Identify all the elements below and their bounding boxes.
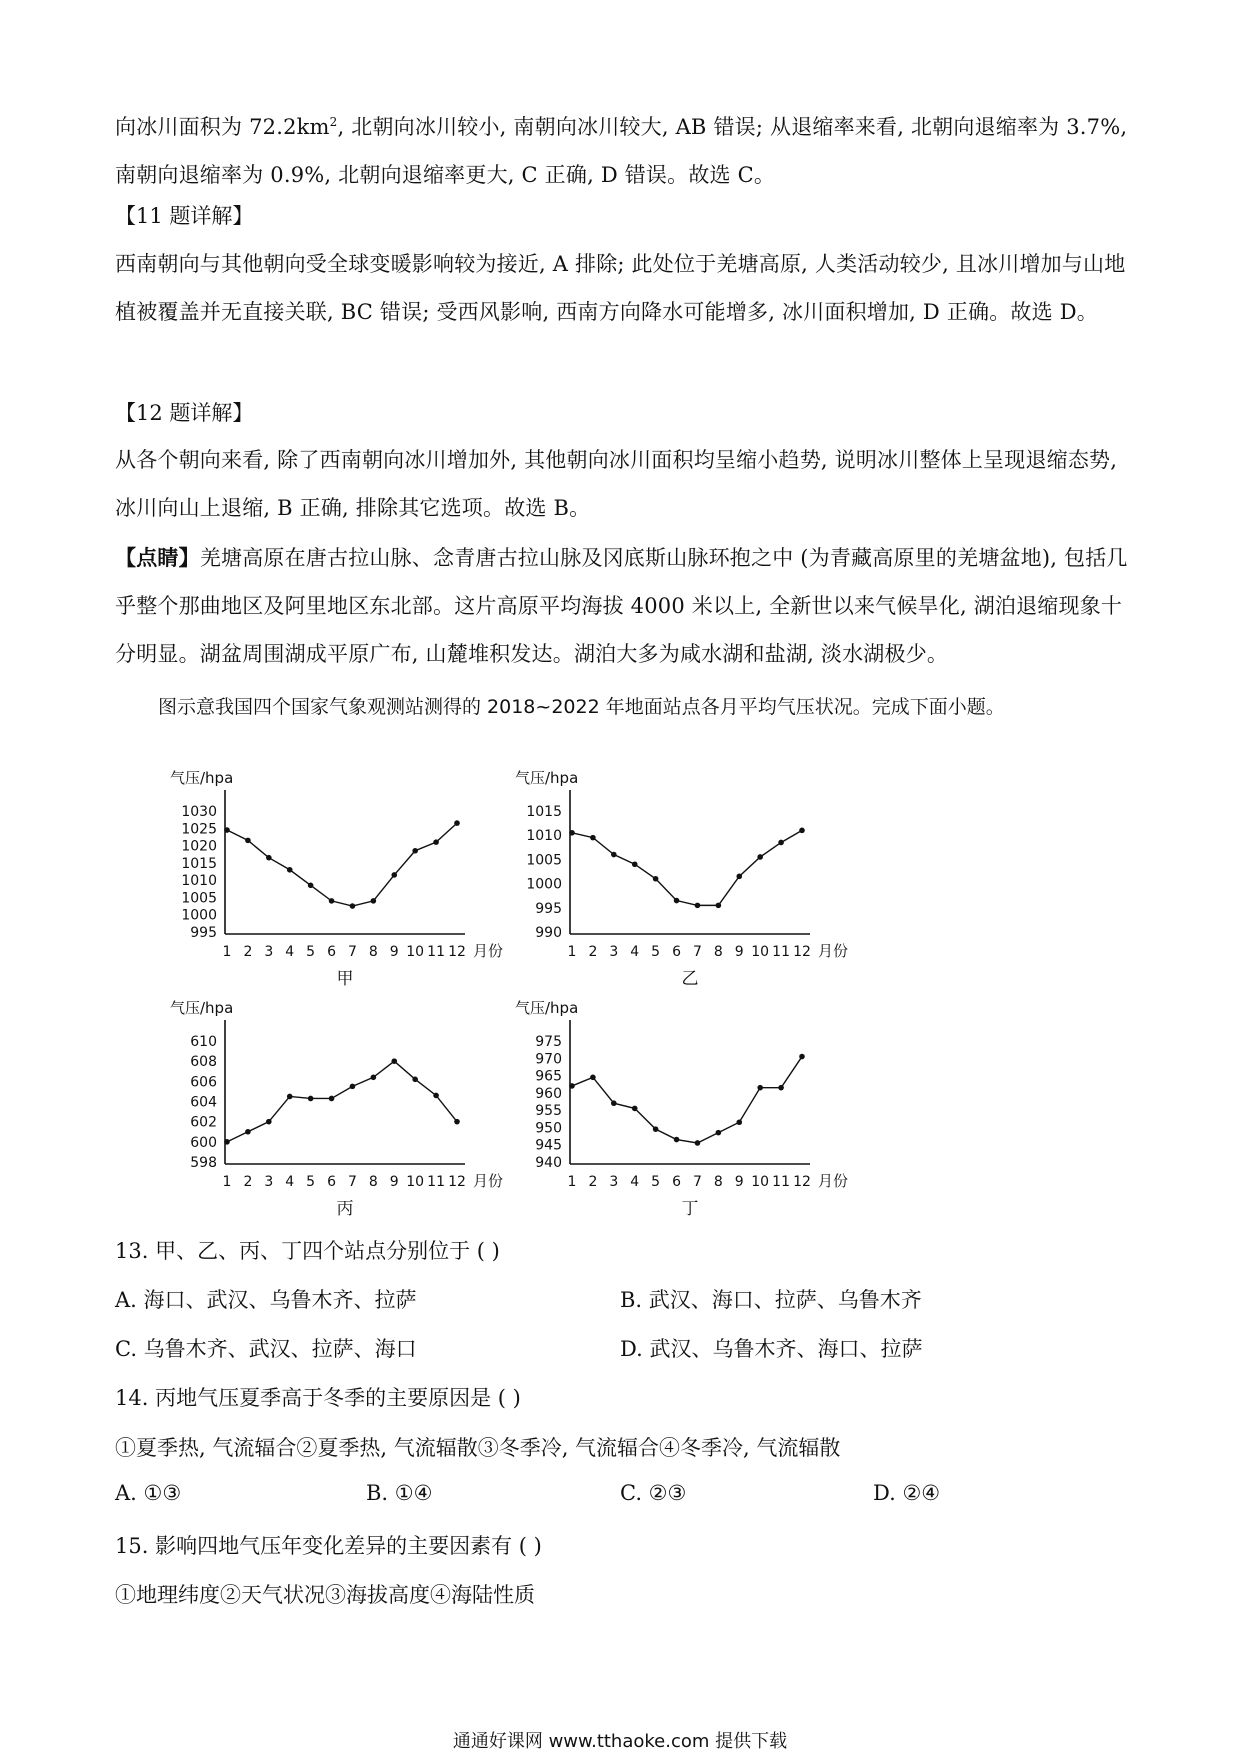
y-tick-label: 1030 — [181, 804, 217, 820]
data-point — [371, 898, 377, 904]
x-tick-label: 8 — [713, 944, 723, 960]
y-tick-label: 1015 — [181, 855, 217, 872]
y-tick-label: 955 — [535, 1103, 562, 1120]
text: 羌塘高原在唐古拉山脉、念青唐古拉山脉及冈底斯山脉环抱之中 (为青藏高原里的羌塘盆地), 包括几乎整个那曲地区及阿里地区东北部。这片高原平均海拔 4000 米以上, 全新世以来气候旱化, 湖泊退缩现象十分明显。湖盆周围湖成平原广布, 山麓堆积发达。湖泊大多为咸水湖和盐湖, 淡水湖极少。 — [115, 546, 1128, 666]
data-point — [736, 874, 742, 880]
chart-jia — [165, 760, 505, 989]
x-tick-label: 4 — [285, 1174, 295, 1190]
x-tick-label: 4 — [630, 944, 640, 960]
y-tick-label: 995 — [535, 900, 562, 917]
q13-option-d[interactable]: D. 武汉、乌鲁木齐、海口、拉萨 — [620, 1337, 923, 1361]
x-tick-label: 5 — [306, 944, 316, 960]
y-tick-label: 608 — [190, 1054, 217, 1071]
x-tick-label: 6 — [672, 1174, 682, 1190]
chart-name: 丁 — [681, 1199, 699, 1219]
data-point — [590, 835, 596, 841]
x-tick-label: 11 — [427, 944, 446, 960]
y-tick-label: 940 — [535, 1155, 562, 1171]
data-point — [695, 1140, 701, 1146]
data-point — [329, 1096, 335, 1102]
data-point — [433, 1093, 439, 1099]
data-point — [716, 1130, 722, 1136]
data-point — [778, 1085, 784, 1091]
series-line — [572, 830, 802, 905]
data-point — [611, 1100, 617, 1106]
superscript: 2 — [329, 115, 338, 129]
data-point — [569, 830, 575, 836]
q13-option-b[interactable]: B. 武汉、海口、拉萨、乌鲁木齐 — [620, 1288, 922, 1312]
data-point — [611, 852, 617, 858]
q14-option-d[interactable]: D. ②④ — [873, 1481, 941, 1505]
series-line — [572, 1057, 802, 1143]
data-point — [736, 1119, 742, 1125]
x-tick-label: 1 — [222, 1174, 232, 1190]
x-tick-label: 12 — [793, 944, 811, 960]
x-tick-label: 6 — [327, 1174, 337, 1190]
data-point — [674, 898, 680, 904]
x-tick-label: 6 — [672, 944, 682, 960]
series-line — [227, 1061, 457, 1142]
x-tick-label: 1 — [567, 944, 577, 960]
data-point — [778, 840, 784, 846]
data-point — [266, 855, 272, 861]
chart-name: 甲 — [336, 969, 354, 989]
x-axis-label: 月份 — [473, 942, 504, 960]
paragraph-dianjing — [115, 534, 1135, 678]
paragraph-answer-12: 从各个朝向来看, 除了西南朝向冰川增加外, 其他朝向冰川面积均呈缩小趋势, 说明冰川整体上呈现退缩态势, 冰川向山上退缩, B 正确, 排除其它选项。故选 B。 — [115, 448, 1118, 520]
data-point — [371, 1075, 377, 1081]
x-tick-label: 5 — [306, 1174, 316, 1190]
data-point — [287, 1094, 293, 1100]
data-point — [590, 1075, 596, 1081]
data-point — [287, 867, 293, 873]
y-tick-label: 1000 — [181, 907, 217, 924]
y-tick-label: 1005 — [526, 852, 562, 869]
x-tick-label: 12 — [448, 944, 466, 960]
x-tick-label: 12 — [793, 1174, 811, 1190]
y-tick-label: 1020 — [181, 838, 217, 855]
x-tick-label: 11 — [427, 1174, 446, 1190]
x-tick-label: 9 — [734, 944, 744, 960]
data-point — [454, 1119, 460, 1125]
y-tick-label: 990 — [535, 925, 562, 941]
x-tick-label: 6 — [327, 944, 337, 960]
y-tick-label: 950 — [535, 1120, 562, 1137]
x-tick-label: 3 — [609, 1174, 619, 1190]
y-axis-label: 气压/hpa — [515, 999, 579, 1017]
chart-yi — [510, 760, 850, 989]
y-axis-label: 气压/hpa — [170, 769, 234, 787]
y-tick-label: 1015 — [526, 804, 562, 820]
dianjing-label: 【点睛】 — [115, 545, 200, 570]
x-tick-label: 7 — [347, 1174, 357, 1190]
y-tick-label: 1025 — [181, 821, 217, 838]
chart-svg — [510, 990, 850, 1219]
q13-option-c[interactable]: C. 乌鲁木齐、武汉、拉萨、海口 — [115, 1337, 417, 1361]
x-tick-label: 4 — [285, 944, 295, 960]
question-14: 14. 丙地气压夏季高于冬季的主要原因是 ( ) — [115, 1386, 521, 1410]
y-tick-label: 965 — [535, 1068, 562, 1085]
x-tick-label: 2 — [243, 944, 253, 960]
chart-name: 乙 — [681, 969, 699, 989]
x-tick-label: 9 — [734, 1174, 744, 1190]
data-point — [695, 903, 701, 909]
data-point — [757, 854, 763, 860]
x-axis-label: 月份 — [818, 942, 849, 960]
figure-intro: 图示意我国四个国家气象观测站测得的 2018~2022 年地面站点各月平均气压状况。完成下面小题。 — [158, 696, 1005, 718]
x-tick-label: 10 — [751, 1174, 770, 1190]
chart-bing — [165, 990, 505, 1219]
q14-option-c[interactable]: C. ②③ — [620, 1481, 687, 1505]
data-point — [632, 1106, 638, 1112]
y-axis-label: 气压/hpa — [170, 999, 234, 1017]
data-point — [799, 828, 805, 834]
heading-answer-11: 【11 题详解】 — [115, 204, 254, 228]
x-axis-label: 月份 — [818, 1172, 849, 1190]
x-tick-label: 7 — [692, 944, 702, 960]
data-point — [569, 1083, 575, 1089]
data-point — [799, 1054, 805, 1060]
q14-option-b[interactable]: B. ①④ — [366, 1481, 433, 1505]
x-tick-label: 2 — [243, 1174, 253, 1190]
y-tick-label: 604 — [190, 1094, 217, 1111]
data-point — [757, 1085, 763, 1091]
data-point — [350, 903, 356, 909]
y-tick-label: 1010 — [526, 828, 562, 845]
y-tick-label: 610 — [190, 1034, 217, 1050]
data-point — [674, 1137, 680, 1143]
y-tick-label: 960 — [535, 1085, 562, 1102]
data-point — [391, 872, 397, 878]
data-point — [350, 1084, 356, 1090]
data-point — [308, 883, 314, 889]
x-tick-label: 2 — [588, 1174, 598, 1190]
q15-statements: ①地理纬度②天气状况③海拔高度④海陆性质 — [115, 1583, 535, 1607]
data-point — [653, 876, 659, 882]
data-point — [308, 1096, 314, 1102]
series-line — [227, 823, 457, 906]
x-tick-label: 5 — [651, 1174, 661, 1190]
data-point — [266, 1119, 272, 1125]
chart-svg — [165, 760, 505, 989]
x-tick-label: 11 — [772, 944, 791, 960]
data-point — [224, 1139, 230, 1145]
data-point — [391, 1058, 397, 1064]
x-tick-label: 7 — [692, 1174, 702, 1190]
data-point — [412, 1077, 418, 1083]
x-tick-label: 1 — [222, 944, 232, 960]
q14-option-a[interactable]: A. ①③ — [115, 1481, 182, 1505]
question-13: 13. 甲、乙、丙、丁四个站点分别位于 ( ) — [115, 1239, 500, 1263]
y-tick-label: 602 — [190, 1114, 217, 1131]
text: , 北朝向冰川较小, 南朝向冰川较大, AB 错误; 从退缩率来看, 北朝向退缩率为 3.7%, 南朝向退缩率为 0.9%, 北朝向退缩率更大, C 正确, D 错误。故选 C。 — [115, 115, 1128, 187]
y-tick-label: 600 — [190, 1134, 217, 1151]
chart-ding — [510, 990, 850, 1219]
x-tick-label: 8 — [368, 1174, 378, 1190]
y-tick-label: 975 — [535, 1034, 562, 1050]
x-tick-label: 10 — [751, 944, 770, 960]
paragraph-answer-10 — [115, 98, 1135, 199]
q13-option-a[interactable]: A. 海口、武汉、乌鲁木齐、拉萨 — [115, 1288, 417, 1312]
x-tick-label: 11 — [772, 1174, 791, 1190]
x-tick-label: 3 — [264, 1174, 274, 1190]
y-tick-label: 1000 — [526, 876, 562, 893]
x-tick-label: 4 — [630, 1174, 640, 1190]
y-tick-label: 945 — [535, 1137, 562, 1154]
y-tick-label: 970 — [535, 1051, 562, 1068]
y-tick-label: 1005 — [181, 890, 217, 907]
y-tick-label: 606 — [190, 1074, 217, 1091]
y-tick-label: 1010 — [181, 873, 217, 890]
data-point — [245, 1129, 251, 1135]
data-point — [454, 820, 460, 826]
paragraph-answer-11: 西南朝向与其他朝向受全球变暖影响较为接近, A 排除; 此处位于羌塘高原, 人类活动较少, 且冰川增加与山地植被覆盖并无直接关联, BC 错误; 受西风影响, 西南方向降水可能增多, 冰川面积增加, D 正确。故选 D。 — [115, 252, 1126, 324]
x-tick-label: 1 — [567, 1174, 577, 1190]
x-tick-label: 3 — [609, 944, 619, 960]
x-tick-label: 8 — [368, 944, 378, 960]
x-tick-label: 7 — [347, 944, 357, 960]
data-point — [329, 898, 335, 904]
x-axis-label: 月份 — [473, 1172, 504, 1190]
chart-name: 丙 — [336, 1199, 354, 1219]
data-point — [632, 861, 638, 867]
x-tick-label: 3 — [264, 944, 274, 960]
data-point — [433, 839, 439, 845]
chart-svg — [510, 760, 850, 989]
data-point — [412, 848, 418, 854]
x-tick-label: 12 — [448, 1174, 466, 1190]
x-tick-label: 8 — [713, 1174, 723, 1190]
y-axis-label: 气压/hpa — [515, 769, 579, 787]
data-point — [224, 827, 230, 833]
data-point — [653, 1126, 659, 1132]
y-tick-label: 598 — [190, 1155, 217, 1171]
x-tick-label: 10 — [406, 944, 425, 960]
x-tick-label: 2 — [588, 944, 598, 960]
q14-statements: ①夏季热, 气流辐合②夏季热, 气流辐散③冬季冷, 气流辐合④冬季冷, 气流辐散 — [115, 1436, 841, 1460]
y-tick-label: 995 — [190, 925, 217, 941]
heading-answer-12: 【12 题详解】 — [115, 401, 254, 425]
x-tick-label: 9 — [389, 944, 399, 960]
x-tick-label: 5 — [651, 944, 661, 960]
data-point — [245, 838, 251, 844]
x-tick-label: 9 — [389, 1174, 399, 1190]
question-15: 15. 影响四地气压年变化差异的主要因素有 ( ) — [115, 1534, 542, 1558]
x-tick-label: 10 — [406, 1174, 425, 1190]
data-point — [716, 903, 722, 909]
text: 向冰川面积为 72.2km — [115, 115, 330, 139]
footer: 通通好课网 www.tthaoke.com 提供下载 — [452, 1731, 788, 1752]
chart-svg — [165, 990, 505, 1219]
